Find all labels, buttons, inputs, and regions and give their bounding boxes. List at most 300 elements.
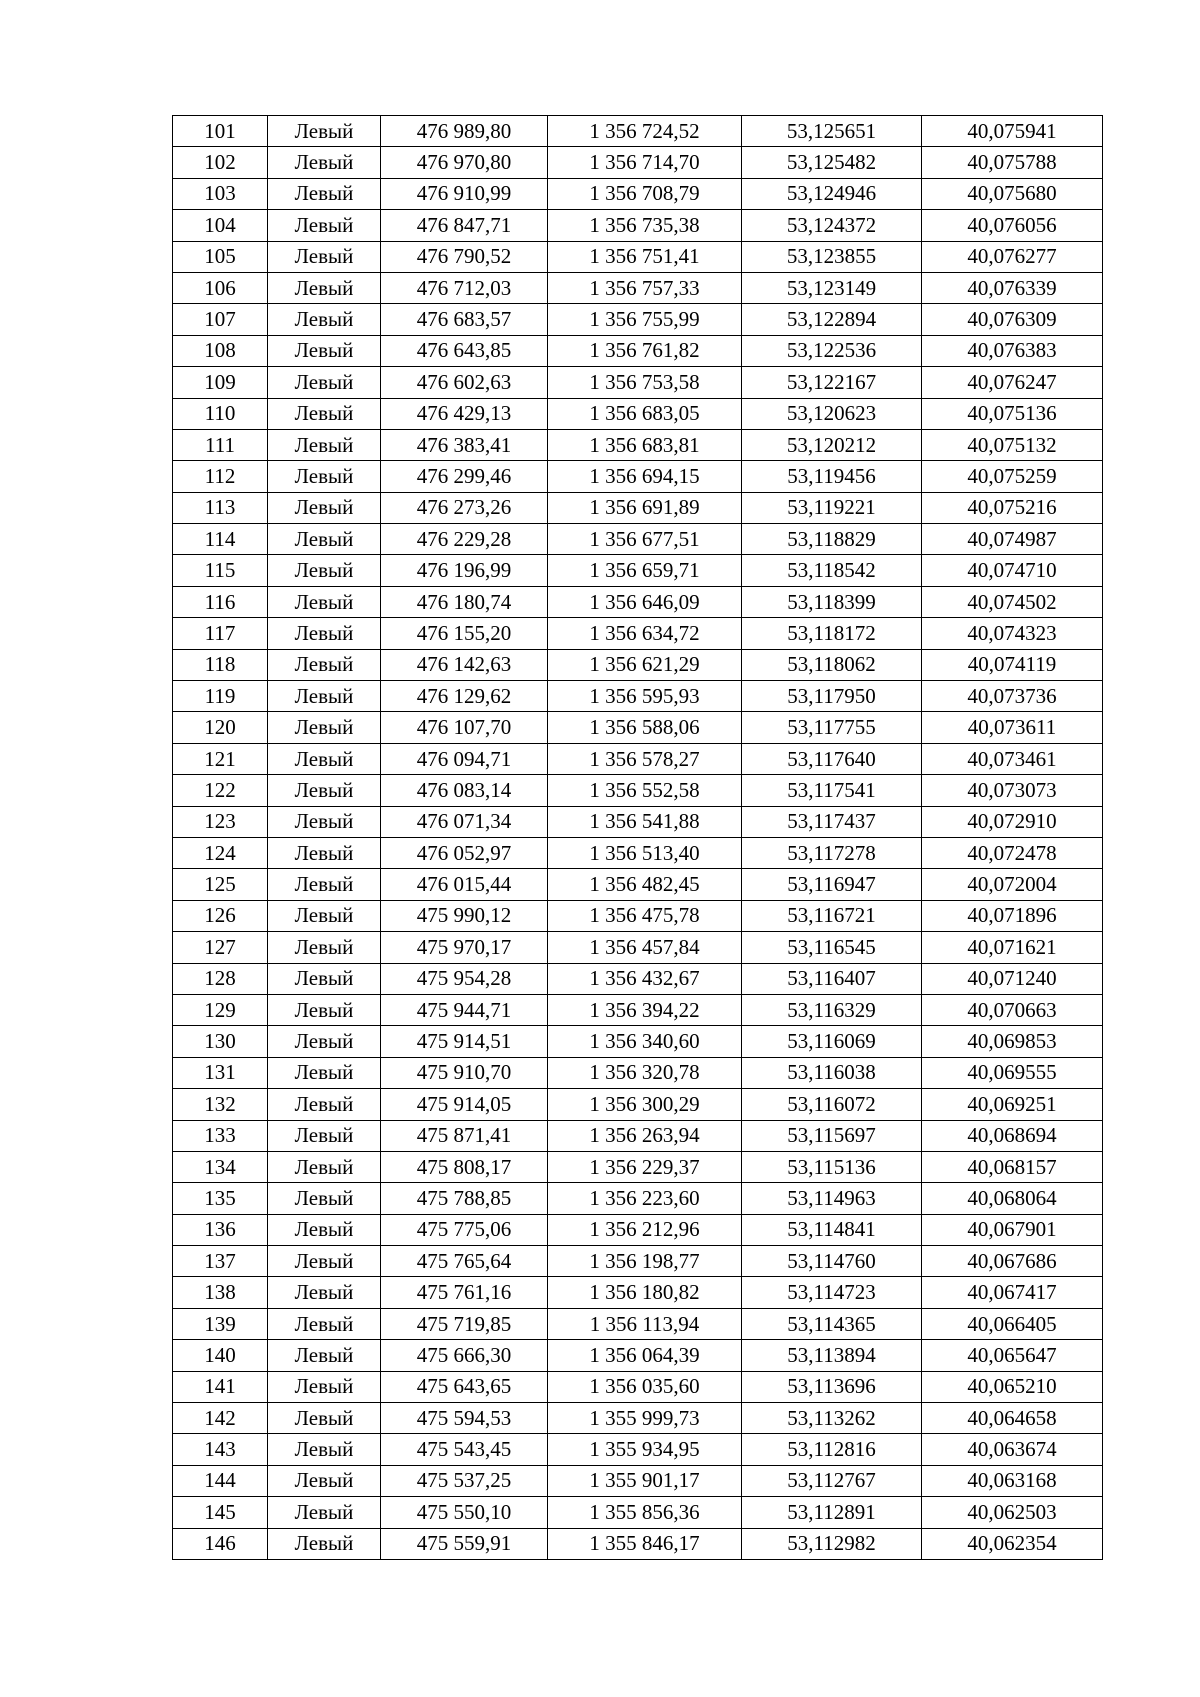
latitude-cell: 53,117541 — [742, 775, 922, 806]
x-coordinate-cell: 476 383,41 — [381, 429, 548, 460]
side-cell: Левый — [268, 618, 381, 649]
latitude-cell: 53,122167 — [742, 367, 922, 398]
side-cell: Левый — [268, 1528, 381, 1559]
longitude-cell: 40,063674 — [922, 1434, 1103, 1465]
longitude-cell: 40,065647 — [922, 1340, 1103, 1371]
table-row — [173, 743, 1103, 774]
point-number-cell: 122 — [173, 775, 268, 806]
latitude-cell: 53,112767 — [742, 1465, 922, 1496]
latitude-cell: 53,112891 — [742, 1497, 922, 1528]
longitude-cell: 40,068157 — [922, 1151, 1103, 1182]
side-cell: Левый — [268, 1026, 381, 1057]
x-coordinate-cell: 476 071,34 — [381, 806, 548, 837]
latitude-cell: 53,119221 — [742, 492, 922, 523]
x-coordinate-cell: 476 107,70 — [381, 712, 548, 743]
point-number-cell: 104 — [173, 210, 268, 241]
table-row — [173, 932, 1103, 963]
table-row — [173, 367, 1103, 398]
side-cell: Левый — [268, 1403, 381, 1434]
point-number-cell: 134 — [173, 1151, 268, 1182]
x-coordinate-cell: 475 543,45 — [381, 1434, 548, 1465]
table-row — [173, 1057, 1103, 1088]
side-cell: Левый — [268, 994, 381, 1025]
point-number-cell: 141 — [173, 1371, 268, 1402]
x-coordinate-cell: 475 765,64 — [381, 1246, 548, 1277]
x-coordinate-cell: 476 129,62 — [381, 681, 548, 712]
latitude-cell: 53,116329 — [742, 994, 922, 1025]
x-coordinate-cell: 476 142,63 — [381, 649, 548, 680]
point-number-cell: 105 — [173, 241, 268, 272]
longitude-cell: 40,073736 — [922, 681, 1103, 712]
side-cell: Левый — [268, 1308, 381, 1339]
y-coordinate-cell: 1 356 212,96 — [548, 1214, 742, 1245]
longitude-cell: 40,074119 — [922, 649, 1103, 680]
latitude-cell: 53,116038 — [742, 1057, 922, 1088]
x-coordinate-cell: 475 914,51 — [381, 1026, 548, 1057]
side-cell: Левый — [268, 147, 381, 178]
point-number-cell: 120 — [173, 712, 268, 743]
side-cell: Левый — [268, 492, 381, 523]
y-coordinate-cell: 1 355 999,73 — [548, 1403, 742, 1434]
x-coordinate-cell: 476 429,13 — [381, 398, 548, 429]
y-coordinate-cell: 1 356 621,29 — [548, 649, 742, 680]
latitude-cell: 53,118172 — [742, 618, 922, 649]
y-coordinate-cell: 1 356 683,81 — [548, 429, 742, 460]
y-coordinate-cell: 1 356 394,22 — [548, 994, 742, 1025]
latitude-cell: 53,119456 — [742, 461, 922, 492]
table-row — [173, 461, 1103, 492]
side-cell: Левый — [268, 524, 381, 555]
latitude-cell: 53,114841 — [742, 1214, 922, 1245]
y-coordinate-cell: 1 356 513,40 — [548, 837, 742, 868]
point-number-cell: 108 — [173, 335, 268, 366]
x-coordinate-cell: 475 761,16 — [381, 1277, 548, 1308]
y-coordinate-cell: 1 356 223,60 — [548, 1183, 742, 1214]
latitude-cell: 53,124372 — [742, 210, 922, 241]
table-row — [173, 649, 1103, 680]
longitude-cell: 40,075788 — [922, 147, 1103, 178]
side-cell: Левый — [268, 398, 381, 429]
longitude-cell: 40,073461 — [922, 743, 1103, 774]
y-coordinate-cell: 1 356 320,78 — [548, 1057, 742, 1088]
side-cell: Левый — [268, 367, 381, 398]
longitude-cell: 40,069251 — [922, 1089, 1103, 1120]
longitude-cell: 40,072004 — [922, 869, 1103, 900]
table-row — [173, 1246, 1103, 1277]
coordinates-table-body — [173, 116, 1103, 1560]
x-coordinate-cell: 475 550,10 — [381, 1497, 548, 1528]
x-coordinate-cell: 476 712,03 — [381, 272, 548, 303]
latitude-cell: 53,120623 — [742, 398, 922, 429]
latitude-cell: 53,116069 — [742, 1026, 922, 1057]
side-cell: Левый — [268, 429, 381, 460]
y-coordinate-cell: 1 356 714,70 — [548, 147, 742, 178]
y-coordinate-cell: 1 356 578,27 — [548, 743, 742, 774]
x-coordinate-cell: 476 847,71 — [381, 210, 548, 241]
point-number-cell: 121 — [173, 743, 268, 774]
side-cell: Левый — [268, 1089, 381, 1120]
side-cell: Левый — [268, 272, 381, 303]
point-number-cell: 125 — [173, 869, 268, 900]
y-coordinate-cell: 1 355 934,95 — [548, 1434, 742, 1465]
table-row — [173, 1183, 1103, 1214]
longitude-cell: 40,067417 — [922, 1277, 1103, 1308]
latitude-cell: 53,112982 — [742, 1528, 922, 1559]
x-coordinate-cell: 476 052,97 — [381, 837, 548, 868]
longitude-cell: 40,076339 — [922, 272, 1103, 303]
y-coordinate-cell: 1 356 475,78 — [548, 900, 742, 931]
x-coordinate-cell: 476 180,74 — [381, 586, 548, 617]
longitude-cell: 40,071896 — [922, 900, 1103, 931]
table-row — [173, 1528, 1103, 1559]
y-coordinate-cell: 1 356 064,39 — [548, 1340, 742, 1371]
x-coordinate-cell: 475 594,53 — [381, 1403, 548, 1434]
latitude-cell: 53,114723 — [742, 1277, 922, 1308]
table-row — [173, 618, 1103, 649]
y-coordinate-cell: 1 356 724,52 — [548, 116, 742, 147]
longitude-cell: 40,073611 — [922, 712, 1103, 743]
y-coordinate-cell: 1 356 552,58 — [548, 775, 742, 806]
y-coordinate-cell: 1 356 634,72 — [548, 618, 742, 649]
side-cell: Левый — [268, 1340, 381, 1371]
point-number-cell: 138 — [173, 1277, 268, 1308]
side-cell: Левый — [268, 178, 381, 209]
table-row — [173, 555, 1103, 586]
side-cell: Левый — [268, 1246, 381, 1277]
y-coordinate-cell: 1 356 300,29 — [548, 1089, 742, 1120]
table-row — [173, 147, 1103, 178]
point-number-cell: 102 — [173, 147, 268, 178]
side-cell: Левый — [268, 1120, 381, 1151]
point-number-cell: 129 — [173, 994, 268, 1025]
x-coordinate-cell: 475 666,30 — [381, 1340, 548, 1371]
table-row — [173, 837, 1103, 868]
table-row — [173, 586, 1103, 617]
latitude-cell: 53,113696 — [742, 1371, 922, 1402]
side-cell: Левый — [268, 1277, 381, 1308]
side-cell: Левый — [268, 1371, 381, 1402]
point-number-cell: 137 — [173, 1246, 268, 1277]
side-cell: Левый — [268, 806, 381, 837]
table-row — [173, 178, 1103, 209]
x-coordinate-cell: 476 683,57 — [381, 304, 548, 335]
longitude-cell: 40,075941 — [922, 116, 1103, 147]
side-cell: Левый — [268, 869, 381, 900]
side-cell: Левый — [268, 1057, 381, 1088]
y-coordinate-cell: 1 356 263,94 — [548, 1120, 742, 1151]
longitude-cell: 40,071240 — [922, 963, 1103, 994]
side-cell: Левый — [268, 1497, 381, 1528]
table-row — [173, 869, 1103, 900]
x-coordinate-cell: 476 790,52 — [381, 241, 548, 272]
y-coordinate-cell: 1 355 901,17 — [548, 1465, 742, 1496]
latitude-cell: 53,120212 — [742, 429, 922, 460]
table-row — [173, 241, 1103, 272]
latitude-cell: 53,116545 — [742, 932, 922, 963]
point-number-cell: 103 — [173, 178, 268, 209]
longitude-cell: 40,074987 — [922, 524, 1103, 555]
table-row — [173, 775, 1103, 806]
table-row — [173, 1371, 1103, 1402]
longitude-cell: 40,072478 — [922, 837, 1103, 868]
point-number-cell: 123 — [173, 806, 268, 837]
latitude-cell: 53,117640 — [742, 743, 922, 774]
y-coordinate-cell: 1 356 659,71 — [548, 555, 742, 586]
latitude-cell: 53,125482 — [742, 147, 922, 178]
table-row — [173, 1120, 1103, 1151]
side-cell: Левый — [268, 837, 381, 868]
x-coordinate-cell: 476 602,63 — [381, 367, 548, 398]
x-coordinate-cell: 476 155,20 — [381, 618, 548, 649]
table-row — [173, 1403, 1103, 1434]
latitude-cell: 53,116947 — [742, 869, 922, 900]
y-coordinate-cell: 1 356 482,45 — [548, 869, 742, 900]
x-coordinate-cell: 476 910,99 — [381, 178, 548, 209]
y-coordinate-cell: 1 356 340,60 — [548, 1026, 742, 1057]
table-row — [173, 1465, 1103, 1496]
latitude-cell: 53,114365 — [742, 1308, 922, 1339]
x-coordinate-cell: 476 273,26 — [381, 492, 548, 523]
y-coordinate-cell: 1 356 677,51 — [548, 524, 742, 555]
longitude-cell: 40,066405 — [922, 1308, 1103, 1339]
coordinates-table — [172, 115, 1103, 1560]
point-number-cell: 126 — [173, 900, 268, 931]
latitude-cell: 53,117950 — [742, 681, 922, 712]
side-cell: Левый — [268, 241, 381, 272]
point-number-cell: 109 — [173, 367, 268, 398]
longitude-cell: 40,075216 — [922, 492, 1103, 523]
x-coordinate-cell: 476 299,46 — [381, 461, 548, 492]
point-number-cell: 128 — [173, 963, 268, 994]
y-coordinate-cell: 1 356 751,41 — [548, 241, 742, 272]
latitude-cell: 53,116072 — [742, 1089, 922, 1120]
table-row — [173, 806, 1103, 837]
x-coordinate-cell: 475 970,17 — [381, 932, 548, 963]
y-coordinate-cell: 1 356 541,88 — [548, 806, 742, 837]
y-coordinate-cell: 1 356 761,82 — [548, 335, 742, 366]
longitude-cell: 40,067901 — [922, 1214, 1103, 1245]
table-row — [173, 304, 1103, 335]
table-row — [173, 712, 1103, 743]
table-row — [173, 1089, 1103, 1120]
side-cell: Левый — [268, 900, 381, 931]
latitude-cell: 53,113262 — [742, 1403, 922, 1434]
point-number-cell: 139 — [173, 1308, 268, 1339]
point-number-cell: 106 — [173, 272, 268, 303]
x-coordinate-cell: 475 643,65 — [381, 1371, 548, 1402]
longitude-cell: 40,075680 — [922, 178, 1103, 209]
point-number-cell: 117 — [173, 618, 268, 649]
latitude-cell: 53,115136 — [742, 1151, 922, 1182]
y-coordinate-cell: 1 356 432,67 — [548, 963, 742, 994]
x-coordinate-cell: 475 719,85 — [381, 1308, 548, 1339]
table-row — [173, 524, 1103, 555]
point-number-cell: 136 — [173, 1214, 268, 1245]
point-number-cell: 131 — [173, 1057, 268, 1088]
table-row — [173, 900, 1103, 931]
latitude-cell: 53,117755 — [742, 712, 922, 743]
table-row — [173, 1026, 1103, 1057]
y-coordinate-cell: 1 356 113,94 — [548, 1308, 742, 1339]
point-number-cell: 101 — [173, 116, 268, 147]
table-row — [173, 1497, 1103, 1528]
side-cell: Левый — [268, 210, 381, 241]
point-number-cell: 114 — [173, 524, 268, 555]
longitude-cell: 40,062503 — [922, 1497, 1103, 1528]
point-number-cell: 110 — [173, 398, 268, 429]
y-coordinate-cell: 1 356 694,15 — [548, 461, 742, 492]
longitude-cell: 40,076056 — [922, 210, 1103, 241]
y-coordinate-cell: 1 356 708,79 — [548, 178, 742, 209]
x-coordinate-cell: 475 871,41 — [381, 1120, 548, 1151]
point-number-cell: 112 — [173, 461, 268, 492]
point-number-cell: 132 — [173, 1089, 268, 1120]
x-coordinate-cell: 475 990,12 — [381, 900, 548, 931]
side-cell: Левый — [268, 712, 381, 743]
y-coordinate-cell: 1 355 856,36 — [548, 1497, 742, 1528]
y-coordinate-cell: 1 356 595,93 — [548, 681, 742, 712]
y-coordinate-cell: 1 356 691,89 — [548, 492, 742, 523]
y-coordinate-cell: 1 356 457,84 — [548, 932, 742, 963]
point-number-cell: 133 — [173, 1120, 268, 1151]
point-number-cell: 124 — [173, 837, 268, 868]
side-cell: Левый — [268, 775, 381, 806]
longitude-cell: 40,075132 — [922, 429, 1103, 460]
x-coordinate-cell: 475 775,06 — [381, 1214, 548, 1245]
longitude-cell: 40,076247 — [922, 367, 1103, 398]
latitude-cell: 53,122536 — [742, 335, 922, 366]
longitude-cell: 40,073073 — [922, 775, 1103, 806]
latitude-cell: 53,113894 — [742, 1340, 922, 1371]
longitude-cell: 40,071621 — [922, 932, 1103, 963]
table-row — [173, 963, 1103, 994]
longitude-cell: 40,064658 — [922, 1403, 1103, 1434]
x-coordinate-cell: 476 643,85 — [381, 335, 548, 366]
latitude-cell: 53,118829 — [742, 524, 922, 555]
latitude-cell: 53,112816 — [742, 1434, 922, 1465]
point-number-cell: 115 — [173, 555, 268, 586]
side-cell: Левый — [268, 1183, 381, 1214]
point-number-cell: 116 — [173, 586, 268, 617]
longitude-cell: 40,069555 — [922, 1057, 1103, 1088]
y-coordinate-cell: 1 356 198,77 — [548, 1246, 742, 1277]
table-row — [173, 1434, 1103, 1465]
latitude-cell: 53,124946 — [742, 178, 922, 209]
longitude-cell: 40,072910 — [922, 806, 1103, 837]
latitude-cell: 53,123855 — [742, 241, 922, 272]
table-row — [173, 272, 1103, 303]
x-coordinate-cell: 476 094,71 — [381, 743, 548, 774]
point-number-cell: 135 — [173, 1183, 268, 1214]
latitude-cell: 53,116721 — [742, 900, 922, 931]
x-coordinate-cell: 476 229,28 — [381, 524, 548, 555]
side-cell: Левый — [268, 1465, 381, 1496]
longitude-cell: 40,062354 — [922, 1528, 1103, 1559]
x-coordinate-cell: 476 083,14 — [381, 775, 548, 806]
longitude-cell: 40,076277 — [922, 241, 1103, 272]
x-coordinate-cell: 475 808,17 — [381, 1151, 548, 1182]
side-cell: Левый — [268, 963, 381, 994]
y-coordinate-cell: 1 356 180,82 — [548, 1277, 742, 1308]
side-cell: Левый — [268, 304, 381, 335]
longitude-cell: 40,075259 — [922, 461, 1103, 492]
y-coordinate-cell: 1 356 035,60 — [548, 1371, 742, 1402]
point-number-cell: 146 — [173, 1528, 268, 1559]
point-number-cell: 145 — [173, 1497, 268, 1528]
longitude-cell: 40,074710 — [922, 555, 1103, 586]
table-row — [173, 398, 1103, 429]
point-number-cell: 107 — [173, 304, 268, 335]
table-row — [173, 429, 1103, 460]
table-row — [173, 681, 1103, 712]
side-cell: Левый — [268, 555, 381, 586]
y-coordinate-cell: 1 356 735,38 — [548, 210, 742, 241]
longitude-cell: 40,063168 — [922, 1465, 1103, 1496]
x-coordinate-cell: 475 537,25 — [381, 1465, 548, 1496]
side-cell: Левый — [268, 461, 381, 492]
table-row — [173, 1277, 1103, 1308]
longitude-cell: 40,068694 — [922, 1120, 1103, 1151]
side-cell: Левый — [268, 335, 381, 366]
latitude-cell: 53,116407 — [742, 963, 922, 994]
x-coordinate-cell: 476 196,99 — [381, 555, 548, 586]
latitude-cell: 53,114963 — [742, 1183, 922, 1214]
latitude-cell: 53,118062 — [742, 649, 922, 680]
longitude-cell: 40,076383 — [922, 335, 1103, 366]
table-row — [173, 994, 1103, 1025]
longitude-cell: 40,068064 — [922, 1183, 1103, 1214]
side-cell: Левый — [268, 116, 381, 147]
y-coordinate-cell: 1 355 846,17 — [548, 1528, 742, 1559]
point-number-cell: 130 — [173, 1026, 268, 1057]
table-row — [173, 116, 1103, 147]
table-row — [173, 210, 1103, 241]
table-row — [173, 1340, 1103, 1371]
y-coordinate-cell: 1 356 588,06 — [548, 712, 742, 743]
point-number-cell: 127 — [173, 932, 268, 963]
table-row — [173, 1308, 1103, 1339]
y-coordinate-cell: 1 356 757,33 — [548, 272, 742, 303]
x-coordinate-cell: 475 954,28 — [381, 963, 548, 994]
longitude-cell: 40,065210 — [922, 1371, 1103, 1402]
point-number-cell: 144 — [173, 1465, 268, 1496]
latitude-cell: 53,125651 — [742, 116, 922, 147]
side-cell: Левый — [268, 1151, 381, 1182]
y-coordinate-cell: 1 356 683,05 — [548, 398, 742, 429]
latitude-cell: 53,123149 — [742, 272, 922, 303]
point-number-cell: 113 — [173, 492, 268, 523]
latitude-cell: 53,118399 — [742, 586, 922, 617]
longitude-cell: 40,070663 — [922, 994, 1103, 1025]
x-coordinate-cell: 475 910,70 — [381, 1057, 548, 1088]
longitude-cell: 40,075136 — [922, 398, 1103, 429]
longitude-cell: 40,074323 — [922, 618, 1103, 649]
point-number-cell: 140 — [173, 1340, 268, 1371]
side-cell: Левый — [268, 586, 381, 617]
longitude-cell: 40,074502 — [922, 586, 1103, 617]
longitude-cell: 40,076309 — [922, 304, 1103, 335]
latitude-cell: 53,114760 — [742, 1246, 922, 1277]
y-coordinate-cell: 1 356 753,58 — [548, 367, 742, 398]
latitude-cell: 53,117278 — [742, 837, 922, 868]
side-cell: Левый — [268, 1214, 381, 1245]
y-coordinate-cell: 1 356 646,09 — [548, 586, 742, 617]
table-row — [173, 1151, 1103, 1182]
side-cell: Левый — [268, 1434, 381, 1465]
x-coordinate-cell: 475 788,85 — [381, 1183, 548, 1214]
latitude-cell: 53,122894 — [742, 304, 922, 335]
latitude-cell: 53,115697 — [742, 1120, 922, 1151]
